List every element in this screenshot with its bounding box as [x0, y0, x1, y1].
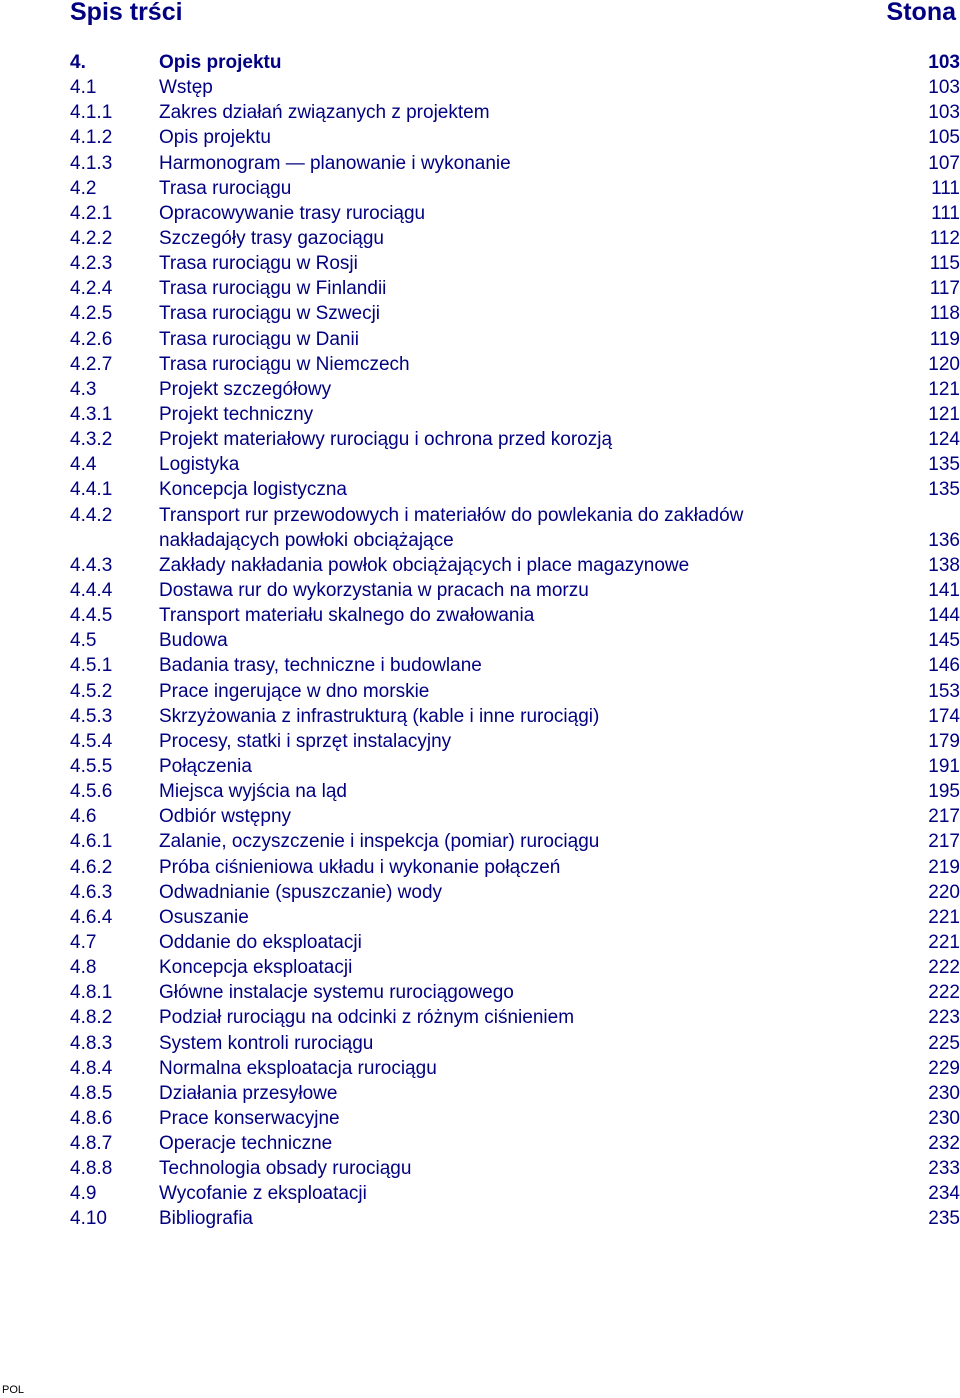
toc-entry-label: Opis projektu	[159, 52, 282, 73]
toc-entry-number: 4.8.2	[70, 1007, 113, 1029]
toc-entry-page: 230	[928, 1107, 960, 1129]
toc-entry-label: Osuszanie	[159, 906, 249, 928]
toc-entry-label: Trasa rurociągu	[159, 177, 292, 199]
toc-entry-number: 4.6.1	[70, 831, 113, 853]
toc-entry-label: Wycofanie z eksploatacji	[159, 1183, 367, 1205]
toc-entry-label: Trasa rurociągu w Finlandii	[159, 278, 387, 300]
toc-entry-label: Skrzyżowania z infrastrukturą (kable i inne rurociągi)	[159, 705, 600, 727]
toc-entry[interactable]	[70, 226, 960, 251]
toc-entry-page: 153	[928, 680, 960, 702]
toc-entry-number: 4.5.5	[70, 755, 113, 777]
toc-entry[interactable]	[70, 1056, 960, 1081]
toc-entry-page: 145	[928, 630, 960, 652]
toc-entry-label-line: nakładających powłoki obciążające	[159, 529, 454, 551]
toc-entry[interactable]	[70, 1156, 960, 1181]
toc-entry-page: 120	[928, 353, 960, 375]
toc-entry-page: 124	[928, 429, 960, 451]
toc-entry-number: 4.4.1	[70, 479, 113, 501]
toc-entry[interactable]	[70, 653, 960, 678]
toc-entry-number: 4.5.4	[70, 730, 113, 752]
toc-entry-number: 4.8.4	[70, 1057, 113, 1079]
toc-entry[interactable]	[70, 477, 960, 502]
toc-entry-number: 4.2.7	[70, 353, 113, 375]
toc-entry-number: 4.1	[70, 77, 97, 99]
toc-entry-label: Zakłady nakładania powłok obciążających i place magazynowe	[159, 554, 690, 576]
toc-entry[interactable]	[70, 301, 960, 326]
toc-entry-label: Zakres działań związanych z projektem	[159, 102, 490, 124]
toc-entry-label: Zalanie, oczyszczenie i inspekcja (pomiar) rurociągu	[159, 831, 600, 853]
toc-entry-page: 179	[928, 730, 960, 752]
toc-entry-label: Opracowywanie trasy rurociągu	[159, 202, 426, 224]
toc-entry-number: 4.1.3	[70, 152, 113, 174]
toc-entry-number: 4.4.2	[70, 504, 113, 526]
toc-entry-label: Projekt szczegółowy	[159, 378, 332, 400]
toc-entry-label: Trasa rurociągu w Rosji	[159, 253, 358, 275]
toc-entry-number: 4.5.2	[70, 680, 113, 702]
toc-entry-number: 4.2.5	[70, 303, 113, 325]
language-footer: POL	[2, 1384, 25, 1396]
toc-entry-label: Trasa rurociągu w Szwecji	[159, 303, 381, 325]
toc-entry[interactable]	[70, 980, 960, 1005]
toc-entry-page: 229	[928, 1057, 960, 1079]
toc-entry-label: Prace konserwacyjne	[159, 1107, 340, 1129]
toc-entry-number: 4.2.6	[70, 328, 113, 350]
toc-entry-page: 107	[928, 152, 960, 174]
toc-entry-number: 4.4.5	[70, 605, 113, 627]
toc-entry[interactable]	[70, 955, 960, 980]
toc-entry[interactable]	[70, 100, 960, 125]
toc-entry[interactable]	[70, 1106, 960, 1131]
toc-entry[interactable]	[70, 930, 960, 955]
toc-entry-label: Projekt materiałowy rurociągu i ochrona przed korozją	[159, 429, 613, 451]
toc-entry-page: 233	[928, 1158, 960, 1180]
toc-entry[interactable]	[70, 1131, 960, 1156]
toc-entry[interactable]	[70, 553, 960, 578]
toc-entry-page: 105	[928, 127, 960, 149]
toc-entry-number: 4.2.2	[70, 227, 113, 249]
toc-entry-number: 4.5.1	[70, 655, 113, 677]
toc-entry-page: 217	[928, 831, 960, 853]
toc-entry-number: 4.8	[70, 957, 97, 979]
toc-header	[70, 0, 956, 28]
toc-entry[interactable]	[70, 427, 960, 452]
toc-entry-page: 138	[928, 554, 960, 576]
toc-entry-label: Podział rurociągu na odcinki z różnym ciśnieniem	[159, 1007, 575, 1029]
toc-entry-number: 4.3.1	[70, 403, 113, 425]
toc-entry[interactable]	[70, 503, 960, 553]
toc-entry[interactable]	[70, 1181, 960, 1206]
toc-entry-label: Koncepcja logistyczna	[159, 479, 347, 501]
toc-entry-number: 4.6.2	[70, 856, 113, 878]
toc-entry-page: 103	[928, 52, 960, 73]
toc-entry-label: Projekt techniczny	[159, 403, 314, 425]
toc-entry-page: 221	[928, 931, 960, 953]
toc-entry-page: 225	[928, 1032, 960, 1054]
toc-entry-number: 4.4	[70, 454, 97, 476]
toc-entry[interactable]	[70, 880, 960, 905]
toc-entry-label: Trasa rurociągu w Danii	[159, 328, 359, 350]
toc-entry-number: 4.2.3	[70, 253, 113, 275]
toc-entry-label: Procesy, statki i sprzęt instalacyjny	[159, 730, 452, 752]
toc-entry[interactable]	[70, 829, 960, 854]
toc-entry[interactable]	[70, 754, 960, 779]
toc-entry-page: 112	[929, 227, 960, 249]
toc-entry[interactable]	[70, 251, 960, 276]
toc-entry-number: 4.8.3	[70, 1032, 113, 1054]
toc-entry-page: 174	[928, 705, 960, 727]
toc-entry-page: 223	[928, 1007, 960, 1029]
toc-entry-number: 4.5	[70, 630, 97, 652]
toc-entry[interactable]	[70, 679, 960, 704]
toc-entry-label: Logistyka	[159, 454, 240, 476]
toc-entry[interactable]	[70, 855, 960, 880]
toc-title: Spis trści	[70, 0, 183, 26]
toc-entry[interactable]	[70, 151, 960, 176]
toc-entry-page: 195	[928, 781, 960, 803]
toc-entry-label: Badania trasy, techniczne i budowlane	[159, 655, 482, 677]
toc-entry-number: 4.9	[70, 1183, 97, 1205]
toc-entry-label: Oddanie do eksploatacji	[159, 931, 362, 953]
toc-entry[interactable]	[70, 50, 960, 75]
toc-entry-page: 119	[929, 328, 960, 350]
toc-entry-number: 4.6.3	[70, 881, 113, 903]
toc-entry[interactable]	[70, 327, 960, 352]
toc-entry-page: 232	[928, 1133, 960, 1155]
toc-entry-page: 221	[928, 906, 960, 928]
toc-entry-page: 146	[928, 655, 960, 677]
toc-entry-label: Transport materiału skalnego do zwałowania	[159, 605, 535, 627]
toc-entry-label: Opis projektu	[159, 127, 271, 149]
toc-entry-label: Trasa rurociągu w Niemczech	[159, 353, 410, 375]
toc-entry[interactable]	[70, 352, 960, 377]
toc-entry-label: Szczegóły trasy gazociągu	[159, 227, 384, 249]
toc-entry[interactable]	[70, 804, 960, 829]
toc-entry-number: 4.10	[70, 1208, 107, 1230]
toc-entry-page: 234	[928, 1183, 960, 1205]
toc-entry-page: 135	[928, 454, 960, 476]
toc-entry-page: 217	[928, 806, 960, 828]
toc-entry-label: Odbiór wstępny	[159, 806, 292, 828]
toc-entry-label: Normalna eksploatacja rurociągu	[159, 1057, 437, 1079]
toc-entry-page: 118	[929, 303, 960, 325]
toc-entry-label	[159, 503, 879, 553]
toc-entry-label: Bibliografia	[159, 1208, 253, 1230]
toc-entry-page: 103	[928, 102, 960, 124]
toc-entry-number: 4.2	[70, 177, 97, 199]
toc-entry[interactable]	[70, 779, 960, 804]
toc-entry-page: 141	[928, 579, 960, 601]
toc-entry-number: 4.6.4	[70, 906, 113, 928]
toc-entry-number: 4.1.2	[70, 127, 113, 149]
toc-entry-number: 4.8.6	[70, 1107, 113, 1129]
toc-entry-number: 4.3.2	[70, 429, 113, 451]
toc-entry-page: 111	[931, 202, 960, 224]
toc-entry-number: 4.1.1	[70, 102, 113, 124]
toc-entry-number: 4.8.5	[70, 1082, 113, 1104]
toc-entry-number: 4.8.1	[70, 982, 113, 1004]
toc-entry-label: Połączenia	[159, 755, 252, 777]
toc-entry-page: 219	[928, 856, 960, 878]
toc-entry-number: 4.4.3	[70, 554, 113, 576]
toc-entry-page: 111	[931, 177, 960, 199]
toc-entry[interactable]	[70, 1081, 960, 1106]
toc-entry-page: 136	[928, 529, 960, 551]
toc-entry[interactable]	[70, 201, 960, 226]
toc-entry[interactable]	[70, 1005, 960, 1030]
toc-entry[interactable]	[70, 729, 960, 754]
toc-entry[interactable]	[70, 704, 960, 729]
toc-entry-label: Główne instalacje systemu rurociągowego	[159, 982, 514, 1004]
toc-entry[interactable]	[70, 377, 960, 402]
toc-entry[interactable]	[70, 125, 960, 150]
toc-entry-label: Odwadnianie (spuszczanie) wody	[159, 881, 443, 903]
toc-entry-number: 4.2.1	[70, 202, 113, 224]
toc-entry-page: 121	[928, 378, 960, 400]
toc-entry[interactable]	[70, 176, 960, 201]
toc-entry[interactable]	[70, 603, 960, 628]
toc-entry[interactable]	[70, 402, 960, 427]
toc-entry-number: 4.6	[70, 806, 97, 828]
toc-entry-page: 135	[928, 479, 960, 501]
toc-entry[interactable]	[70, 1031, 960, 1056]
toc-entry-label: Technologia obsady rurociągu	[159, 1158, 412, 1180]
toc-entry-number: 4.7	[70, 931, 97, 953]
toc-entry[interactable]	[70, 276, 960, 301]
toc-entry-label-line: Transport rur przewodowych i materiałów do powlekania do zakładów	[159, 504, 744, 526]
toc-entry-label: Próba ciśnieniowa układu i wykonanie połączeń	[159, 856, 561, 878]
toc-entry-number: 4.3	[70, 378, 97, 400]
toc-entry-number: 4.	[70, 52, 86, 73]
toc-entry[interactable]	[70, 75, 960, 100]
page-column-heading: Stona	[886, 0, 956, 26]
toc-entry-number: 4.4.4	[70, 579, 113, 601]
toc-entry-number: 4.5.3	[70, 705, 113, 727]
toc-entry-label: Dostawa rur do wykorzystania w pracach na morzu	[159, 579, 589, 601]
toc-entry-number: 4.2.4	[70, 278, 113, 300]
toc-entry-page: 220	[928, 881, 960, 903]
toc-entry[interactable]	[70, 452, 960, 477]
toc-entry-label: Koncepcja eksploatacji	[159, 957, 353, 979]
toc-entry-page: 117	[929, 278, 960, 300]
toc-entry[interactable]	[70, 905, 960, 930]
toc-entry-page: 121	[928, 403, 960, 425]
toc-entry-label: Operacje techniczne	[159, 1133, 333, 1155]
toc-entry-page: 222	[928, 982, 960, 1004]
toc-entry[interactable]	[70, 578, 960, 603]
toc-entry[interactable]	[70, 1206, 960, 1231]
toc-entry-label: Harmonogram — planowanie i wykonanie	[159, 152, 511, 174]
toc-entry-page: 222	[928, 957, 960, 979]
toc-entry-page: 230	[928, 1082, 960, 1104]
toc-entry-label: Miejsca wyjścia na ląd	[159, 781, 347, 803]
toc-entry-number: 4.5.6	[70, 781, 113, 803]
toc-entry[interactable]	[70, 628, 960, 653]
toc-entry-page: 191	[928, 755, 960, 777]
table-of-contents	[70, 50, 960, 1232]
toc-entry-label: Wstęp	[159, 77, 213, 99]
toc-entry-label: Budowa	[159, 630, 228, 652]
toc-entry-page: 115	[929, 253, 960, 275]
toc-entry-page: 144	[928, 605, 960, 627]
toc-entry-page: 103	[928, 77, 960, 99]
toc-entry-label: System kontroli rurociągu	[159, 1032, 374, 1054]
header-divider	[70, 32, 956, 33]
toc-entry-number: 4.8.8	[70, 1158, 113, 1180]
toc-entry-label: Działania przesyłowe	[159, 1082, 338, 1104]
toc-entry-label: Prace ingerujące w dno morskie	[159, 680, 430, 702]
toc-entry-number: 4.8.7	[70, 1133, 113, 1155]
toc-entry-page: 235	[928, 1208, 960, 1230]
